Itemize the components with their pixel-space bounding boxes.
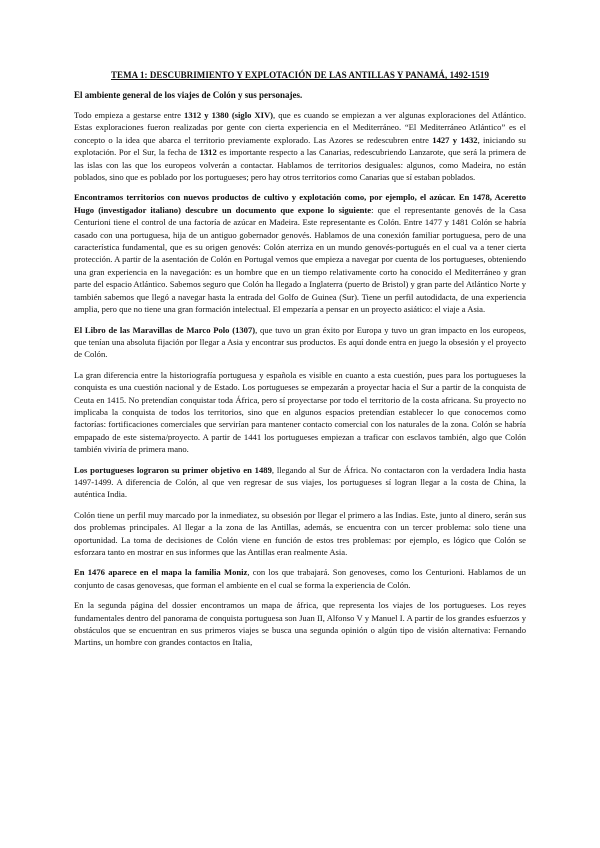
text-run: , con los que trabajará. Son genoveses, como los Centurioni. Hablamos de un conjunto de casas genovesas, que forman el ambiente en el cual se forma la experiencia de Colón. bbox=[74, 567, 526, 590]
bold-text-run: Encontramos territorios con nuevos productos de cultivo y explotación como, por ejemplo, el azúcar. En 1478, Aceretto Hugo (investigador italiano) descubre un documento que expone lo siguiente bbox=[74, 192, 526, 215]
document-body bbox=[74, 109, 526, 649]
paragraph bbox=[74, 464, 526, 501]
paragraph bbox=[74, 509, 526, 559]
text-run: Colón tiene un perfil muy marcado por la inmediatez, su obsesión por llegar el primero a las Indias. Este, junto al dinero, serán sus dos problemas principales. Al llegar a la zona de las Antillas, además, se encuentra con un tercer problema: solo tiene una oportunidad. La toma de decisiones de Colón viene en función de estos tres problemas: por ejemplo, es lógico que Colón se esforzara tanto en mostrar en sus informes que las Antillas eran realmente Asia. bbox=[74, 509, 526, 557]
text-run: , iniciando su explotación. Por el Sur, la fecha de bbox=[74, 134, 526, 158]
section-heading: El ambiente general de los viajes de Colón y sus personajes. bbox=[74, 90, 303, 100]
bold-text-run: 1427 y 1432 bbox=[432, 134, 478, 145]
paragraph bbox=[74, 566, 526, 591]
bold-text-run: En 1476 aparece en el mapa la familia Moniz bbox=[74, 567, 248, 578]
bold-text-run: 1312 bbox=[199, 147, 217, 158]
text-run: , que tuvo un gran éxito por Europa y tuvo un gran impacto en los europeos, que tenían una absoluta fijación por llegar a Asia y encontrar sus productos. Es aquí donde entra en juego la obsesión y el proyecto de Colón. bbox=[74, 324, 526, 360]
text-run: : que el representante genovés de la Casa Centurioni tiene el control de una factoría de azúcar en Madeira. Este representante es Colón. Entre 1477 y 1481 Colón se habría casado con una portuguesa, hija de un antiguo gobernador genovés. Hablamos de una conexión familiar portuguesa, pero de una característica fundamental, que es su origen genovés: Colón aterriza en un mundo genovés-portugués en el cual va a tener cierta protección. A partir de la asentación de Colón en Portugal vemos que empieza a navegar por cuenta de los portugueses, obteniendo una gran experiencia en la navegación: es un hombre que en un tiempo relativamente corto ha conocido el Mediterráneo y gran parte del espacio Atlántico. Sabemos seguro que Colón ha llegado a Inglaterra (puerto de Bristol) y gran parte del Atlántico Norte y también sabemos que llegó a navegar hasta la entrada del Golfo de Guinea (Sur). Tiene un perfil autodidacta, de una experiencia amplia, pero que no tiene una gran formación intelectual. El empezaría a pensar en un proyecto asiático: el viaje a Asia. bbox=[74, 204, 526, 315]
text-run: La gran diferencia entre la historiografía portuguesa y española es visible en cuanto a esta cuestión, pues para los portugueses la conquista es una cuestión nacional y de Estado. Los portugueses se empezarán a proyectar hacia el Sur a partir de la conquista de Ceuta en 1415. No pretendían conquistar toda África, pero sí proyectarse por todo el territorio de la costa africana. Su proyecto no implicaba la conquista de todos los territorios, sino que en algunos espacios pretendían establecer lo que conocemos como factorías: fortificaciones comerciales que servirían para mantener contacto comercial con los naturales de la zona. Colón se habría empapado de este sistema/proyecto. A partir de 1441 los portugueses empiezan a traficar con esclavos también, algo que Colón también viviría de primera mano. bbox=[74, 369, 526, 455]
paragraph bbox=[74, 369, 526, 456]
document-title: TEMA 1: DESCUBRIMIENTO Y EXPLOTACIÓN DE LAS ANTILLAS Y PANAMÁ, 1492-1519 bbox=[110, 70, 490, 80]
paragraph bbox=[74, 109, 526, 183]
bold-text-run: 1312 y 1380 (siglo XIV) bbox=[184, 110, 274, 120]
bold-text-run: El Libro de las Maravillas de Marco Polo (1307) bbox=[74, 324, 256, 335]
paragraph bbox=[74, 599, 526, 649]
text-run: En la segunda página del dossier encontramos un mapa de áfrica, que representa los viajes de los portugueses. Los reyes fundamentales dentro del panorama de conquista portuguesa son Juan II, Alfonso V y Manuel I. A partir de los grandes esfuerzos y obstáculos que se encuentran en sus primeros viajes se busca una segunda opinión o algún tipo de visión alternativa: Fernando Martins, un hombre con grandes contactos en Italia, bbox=[74, 600, 526, 648]
text-run: es importante respecto a las Canarias, redescubriendo Lanzarote, que será la primera de las islas con las que los europeos volverán a contactar. Hablamos de territorios desiguales: algunos, como Madeira, no están poblados, sino que es poblado por los portugueses; pero hay otros territorios como Canarias que sí estaban poblados. bbox=[74, 147, 527, 183]
text-run: Todo empieza a gestarse entre bbox=[74, 110, 185, 120]
bold-text-run: Los portugueses lograron su primer objetivo en 1489 bbox=[74, 464, 272, 475]
text-run: , que es cuando se empiezan a ver algunas exploraciones del Atlántico. Estas exploraciones fueron realizadas por gente con cierta experiencia en el Mediterráneo. “El Mediterráneo Atlántico” es el concepto o la idea que abarca el territorio previamente explorado. Las Azores se redescubren entre bbox=[74, 110, 526, 145]
paragraph bbox=[74, 191, 526, 315]
paragraph bbox=[74, 324, 526, 361]
text-run: , llegando al Sur de África. No contactaron con la verdadera India hasta 1497-1499. A diferencia de Colón, al que ven regresar de sus viajes, los portugueses sí logran llegar a la costa de China, la auténtica India. bbox=[74, 464, 526, 500]
